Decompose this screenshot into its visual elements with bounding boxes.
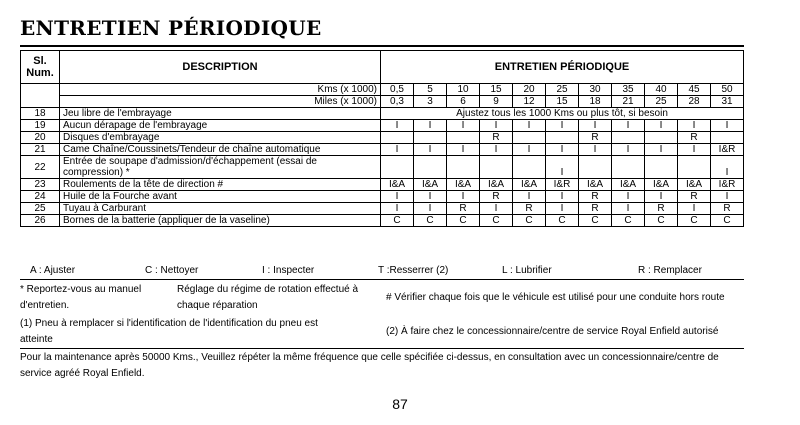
kms-cell: 45 xyxy=(678,84,711,96)
page-title: ENTRETIEN PÉRIODIQUE xyxy=(20,16,322,40)
schedule-cell: I&A xyxy=(678,179,711,191)
kms-cell: 5 xyxy=(414,84,447,96)
schedule-cell: I xyxy=(381,120,414,132)
schedule-cell: I&R xyxy=(546,179,579,191)
sl-num-header: Sl. Num. xyxy=(21,51,60,84)
schedule-cell: I&A xyxy=(513,179,546,191)
schedule-cell: I xyxy=(711,191,744,203)
miles-cell: 6 xyxy=(447,96,480,108)
schedule-cell: I xyxy=(546,203,579,215)
row-number: 26 xyxy=(21,215,60,227)
miles-cell: 3 xyxy=(414,96,447,108)
schedule-cell: I&A xyxy=(414,179,447,191)
row-description: Entrée de soupape d'admission/d'échappement (essai de compression) * xyxy=(60,156,381,179)
schedule-cell: I xyxy=(612,191,645,203)
schedule-cell: I xyxy=(546,120,579,132)
kms-cell: 25 xyxy=(546,84,579,96)
schedule-cell: R xyxy=(711,203,744,215)
row-description: Aucun dérapage de l'embrayage xyxy=(60,120,381,132)
schedule-cell: R xyxy=(480,132,513,144)
row-description: Disques d'embrayage xyxy=(60,132,381,144)
schedule-cell: I xyxy=(678,203,711,215)
schedule-cell: I&A xyxy=(480,179,513,191)
schedule-cell: I xyxy=(513,144,546,156)
schedule-cell xyxy=(612,156,645,179)
schedule-cell xyxy=(381,156,414,179)
schedule-cell: C xyxy=(447,215,480,227)
schedule-cell: R xyxy=(579,132,612,144)
schedule-cell: I xyxy=(381,203,414,215)
row-number: 18 xyxy=(21,108,60,120)
schedule-cell: R xyxy=(678,132,711,144)
sl-empty xyxy=(21,84,60,108)
row-number: 20 xyxy=(21,132,60,144)
note-star-2: d'entretien. xyxy=(20,300,70,311)
schedule-cell: I xyxy=(612,144,645,156)
table-row xyxy=(21,156,744,179)
row-number: 22 xyxy=(21,156,60,179)
note-tyre-2: atteinte xyxy=(20,334,53,345)
schedule-cell: I xyxy=(579,120,612,132)
note-star-1: * Reportez-vous au manuel xyxy=(20,284,142,295)
schedule-cell: I xyxy=(546,191,579,203)
legend-inspect: I : Inspecter xyxy=(262,265,315,276)
table-row xyxy=(21,120,744,132)
schedule-cell: I xyxy=(546,156,579,179)
schedule-cell: I xyxy=(612,120,645,132)
schedule-cell: I xyxy=(711,120,744,132)
miles-cell: 31 xyxy=(711,96,744,108)
schedule-cell: I xyxy=(480,120,513,132)
schedule-cell: I xyxy=(447,191,480,203)
row-number: 24 xyxy=(21,191,60,203)
miles-cell: 9 xyxy=(480,96,513,108)
schedule-cell: I xyxy=(645,120,678,132)
schedule-cell: I xyxy=(645,144,678,156)
schedule-cell: I&R xyxy=(711,144,744,156)
schedule-cell: I xyxy=(678,120,711,132)
schedule-cell xyxy=(513,156,546,179)
schedule-cell: I xyxy=(612,203,645,215)
schedule-cell xyxy=(546,132,579,144)
schedule-cell: C xyxy=(678,215,711,227)
row-number: 23 xyxy=(21,179,60,191)
miles-cell: 0,3 xyxy=(381,96,414,108)
kms-cell: 40 xyxy=(645,84,678,96)
row-number: 19 xyxy=(21,120,60,132)
schedule-cell: I xyxy=(480,144,513,156)
schedule-cell: R xyxy=(645,203,678,215)
miles-cell: 25 xyxy=(645,96,678,108)
table-row xyxy=(21,179,744,191)
table-row xyxy=(21,191,744,203)
schedule-cell: I xyxy=(480,203,513,215)
note-idle-1: Réglage du régime de rotation effectué à xyxy=(177,284,359,295)
maintenance-table xyxy=(20,50,744,227)
row-span-note: Ajustez tous les 1000 Kms ou plus tôt, si besoin xyxy=(381,108,744,120)
kms-cell: 15 xyxy=(480,84,513,96)
schedule-cell: I xyxy=(678,144,711,156)
miles-cell: 21 xyxy=(612,96,645,108)
schedule-cell xyxy=(414,156,447,179)
schedule-cell xyxy=(579,156,612,179)
schedule-cell: I&A xyxy=(381,179,414,191)
miles-label: Miles (x 1000) xyxy=(60,96,381,108)
maintenance-note: Pour la maintenance après 50000 Kms., Veuillez répéter la même fréquence que celle spécifiée ci-dessus, en consultation avec un concessionnaire/centre de service agréé Royal Enfield. xyxy=(20,352,719,379)
kms-label: Kms (x 1000) xyxy=(60,84,381,96)
schedule-cell: R xyxy=(579,191,612,203)
row-description: Huile de la Fourche avant xyxy=(60,191,381,203)
schedule-cell: I xyxy=(414,203,447,215)
miles-cell: 18 xyxy=(579,96,612,108)
note-hash: # Vérifier chaque fois que le véhicule est utilisé pour une conduite hors route xyxy=(386,292,725,303)
schedule-cell: I xyxy=(447,144,480,156)
schedule-cell: I xyxy=(513,191,546,203)
miles-row xyxy=(21,96,744,108)
schedule-cell: R xyxy=(678,191,711,203)
miles-cell: 12 xyxy=(513,96,546,108)
note-tyre-1: (1) Pneu à remplacer si l'identification de l'identification du pneu est xyxy=(20,318,318,329)
schedule-cell: I xyxy=(414,191,447,203)
legend-lubricate: L : Lubrifier xyxy=(502,265,552,276)
schedule-cell: C xyxy=(546,215,579,227)
kms-cell: 10 xyxy=(447,84,480,96)
schedule-cell: I&A xyxy=(645,179,678,191)
schedule-cell: I xyxy=(579,144,612,156)
schedule-cell: I xyxy=(546,144,579,156)
kms-cell: 35 xyxy=(612,84,645,96)
schedule-cell: I xyxy=(513,120,546,132)
schedule-cell xyxy=(645,132,678,144)
schedule-cell: C xyxy=(381,215,414,227)
schedule-cell: I xyxy=(447,120,480,132)
miles-cell: 28 xyxy=(678,96,711,108)
schedule-cell: C xyxy=(579,215,612,227)
table-row xyxy=(21,144,744,156)
row-description: Came Chaîne/Coussinets/Tendeur de chaîne automatique xyxy=(60,144,381,156)
kms-cell: 20 xyxy=(513,84,546,96)
kms-cell: 50 xyxy=(711,84,744,96)
schedule-cell: I xyxy=(414,144,447,156)
schedule-cell xyxy=(447,132,480,144)
schedule-cell xyxy=(513,132,546,144)
table-row xyxy=(21,215,744,227)
schedule-cell xyxy=(447,156,480,179)
schedule-cell: I xyxy=(381,144,414,156)
schedule-cell: I xyxy=(711,156,744,179)
schedule-cell: C xyxy=(711,215,744,227)
schedule-cell: C xyxy=(414,215,447,227)
miles-cell: 15 xyxy=(546,96,579,108)
kms-row xyxy=(21,84,744,96)
schedule-cell: R xyxy=(513,203,546,215)
schedule-cell: I&A xyxy=(447,179,480,191)
schedule-cell: C xyxy=(645,215,678,227)
schedule-cell xyxy=(678,156,711,179)
schedule-cell: C xyxy=(513,215,546,227)
legend-adjust: A : Ajuster xyxy=(30,265,76,276)
table-row xyxy=(21,132,744,144)
schedule-cell: R xyxy=(480,191,513,203)
page-number: 87 xyxy=(392,396,408,412)
table-row xyxy=(21,108,744,120)
schedule-cell xyxy=(645,156,678,179)
row-description: Roulements de la tête de direction # xyxy=(60,179,381,191)
schedule-cell xyxy=(711,132,744,144)
note-dealer: (2) À faire chez le concessionnaire/centre de service Royal Enfield autorisé xyxy=(386,326,719,337)
row-description: Jeu libre de l'embrayage xyxy=(60,108,381,120)
legend-tighten: T :Resserrer (2) xyxy=(378,265,449,276)
schedule-cell xyxy=(414,132,447,144)
schedule-cell xyxy=(480,156,513,179)
kms-cell: 0,5 xyxy=(381,84,414,96)
schedule-cell: I&A xyxy=(579,179,612,191)
row-number: 21 xyxy=(21,144,60,156)
legend-replace: R : Remplacer xyxy=(638,265,702,276)
kms-cell: 30 xyxy=(579,84,612,96)
schedule-cell: I xyxy=(645,191,678,203)
note-idle-2: chaque réparation xyxy=(177,300,258,311)
schedule-cell: I&R xyxy=(711,179,744,191)
schedule-cell: I xyxy=(414,120,447,132)
schedule-cell: R xyxy=(579,203,612,215)
schedule-cell: I&A xyxy=(612,179,645,191)
description-header: DESCRIPTION xyxy=(60,51,381,84)
row-description: Bornes de la batterie (appliquer de la vaseline) xyxy=(60,215,381,227)
schedule-cell: C xyxy=(480,215,513,227)
table-row xyxy=(21,203,744,215)
schedule-cell: R xyxy=(447,203,480,215)
schedule-cell xyxy=(612,132,645,144)
schedule-cell: C xyxy=(612,215,645,227)
title-rule xyxy=(20,45,744,47)
row-number: 25 xyxy=(21,203,60,215)
row-description: Tuyau à Carburant xyxy=(60,203,381,215)
schedule-cell: I xyxy=(381,191,414,203)
legend-clean: C : Nettoyer xyxy=(145,265,199,276)
schedule-header: ENTRETIEN PÉRIODIQUE xyxy=(381,51,744,84)
schedule-cell xyxy=(381,132,414,144)
